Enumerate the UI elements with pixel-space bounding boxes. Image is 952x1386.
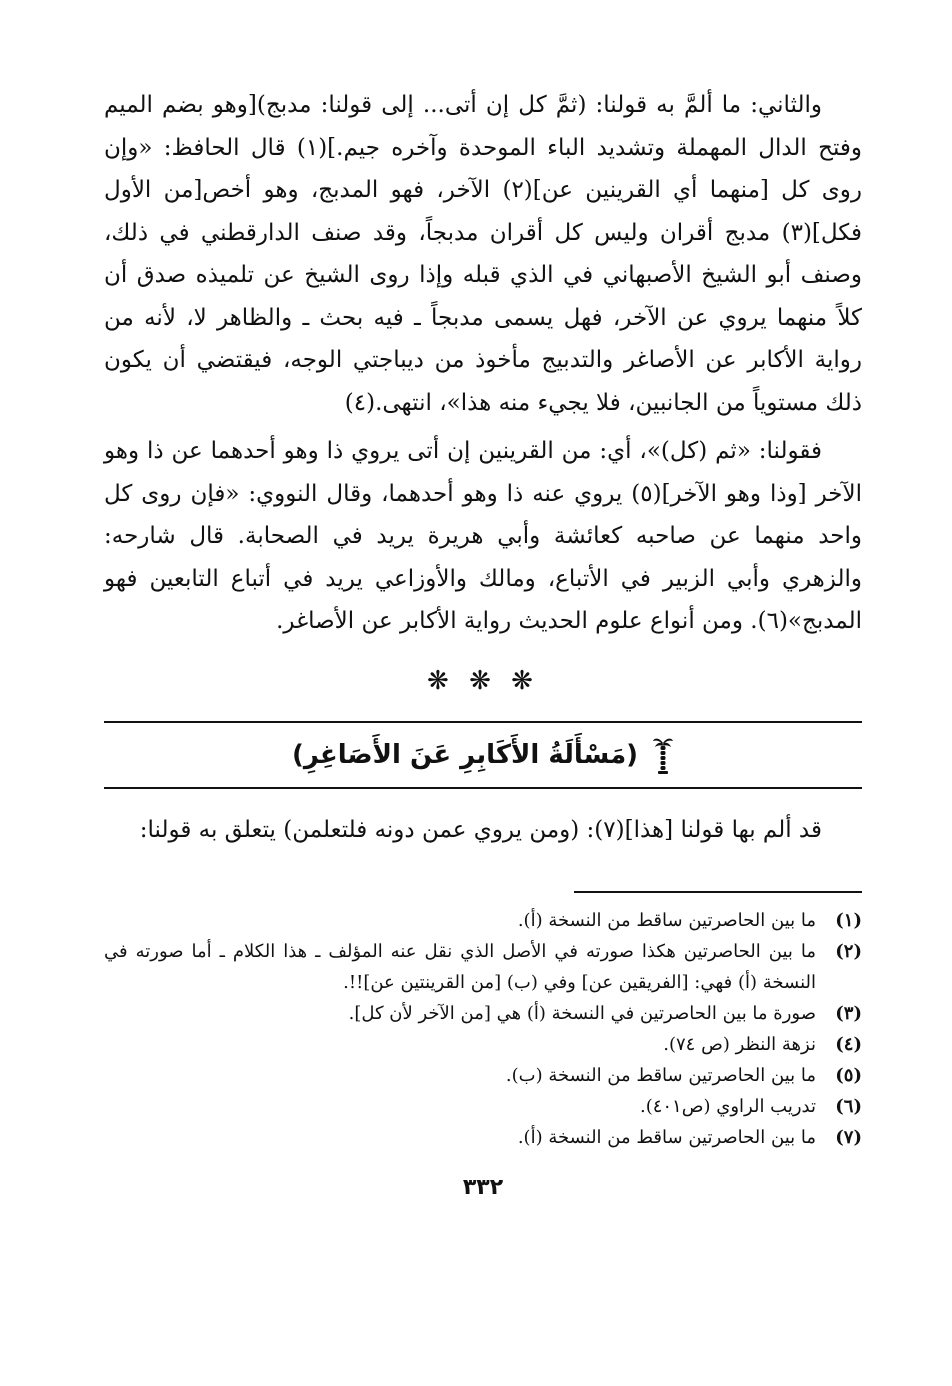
footnote-number: (١) [835,910,862,931]
section-separator: ❋ ❋ ❋ [427,665,539,696]
footnote-item [104,1122,862,1153]
footnote-text: تدريب الراوي (ص٤٠١). [639,1096,816,1117]
body-paragraph-2: فقولنا: «ثم (كل)»، أي: من القرينين إن أتى يروي ذا وهو أحدهما عن ذا وهو الآخر [وذا وهو الآخر](٥) يروي عنه ذا وهو أحدهما، وقال النووي: «فإن روى كل واحد منهما عن صاحبه كعائشة وأبي هريرة يريد في الصحابة. قال شارحه: والزهري وأبي الزبير في الأتباع، ومالك والأوزاعي يريد في أتباع التابعين فهو المدبج»(٦). ومن أنواع علوم الحديث رواية الأكابر عن الأصاغر. [104,438,862,634]
palm-tree-icon [652,735,674,775]
footnote-text: صورة ما بين الحاصرتين في النسخة (أ) هي [من الآخر لأن كل]. [348,1003,816,1024]
footnotes [104,905,862,1153]
footnote-item [104,936,862,998]
footnote-text: نزهة النظر (ص ٧٤). [663,1034,816,1055]
footnote-item [104,1029,862,1060]
footnote-text: ما بين الحاصرتين ساقط من النسخة (ب). [505,1065,816,1086]
footnote-item [104,1091,862,1122]
footnote-number: (٤) [835,1034,862,1055]
footnote-number: (٢) [835,941,862,962]
footnote-number: (٧) [835,1127,862,1148]
footnote-number: (٣) [835,1003,862,1024]
section-heading-box [104,721,862,789]
book-page [104,84,862,1200]
footnote-divider [574,891,862,893]
footnote-text: ما بين الحاصرتين هكذا صورته في الأصل الذي نقل عنه المؤلف ـ هذا الكلام ـ أما صورته في النسخة (أ) فهي: [الفريقين عن] وفي (ب) [من القرينتين عن]!!. [104,941,816,993]
page-number: ٣٣٢ [462,1175,504,1200]
footnote-item [104,998,862,1029]
footnote-number: (٥) [835,1065,862,1086]
footnote-text: ما بين الحاصرتين ساقط من النسخة (أ). [517,910,816,931]
footnote-number: (٦) [835,1096,862,1117]
footnote-item [104,905,862,936]
section-heading: (مَسْأَلَةُ الأَكَابِرِ عَنَ الأَصَاغِرِ) [291,739,639,770]
body-paragraph-1: والثاني: ما ألمَّ به قولنا: (ثمَّ كل إن أتى... إلى قولنا: مدبج)[وهو بضم الميم وفتح الدال المهملة وتشديد الباء الموحدة وآخره جيم.](١) قال الحافظ: «وإن روى كل [منهما أي القرينين عن](٢) الآخر، فهو المدبج، وهو أخص[من الأول فكل](٣) مدبج أقران وليس كل أقران مدبجاً، وقد صنف الدارقطني في ذلك، وصنف أبو الشيخ الأصبهاني في الذي قبله وإذا روى الشيخ عن تلميذه صدق أن كلاً منهما يروي عن الآخر، فهل يسمى مدبجاً ـ فيه بحث ـ والظاهر لا، لأنه من رواية الأكابر عن الأصاغر والتدبيج مأخوذ من ديباجتي الوجه، فيقتضي أن يكون ذلك مستوياً من الجانبين، فلا يجيء منه هذا»، انتهى.(٤) [104,92,862,416]
section-paragraph: قد ألم بها قولنا [هذا](٧): (ومن يروي عمن دونه فلتعلمن) يتعلق به قولنا: [139,816,822,843]
footnote-text: ما بين الحاصرتين ساقط من النسخة (أ). [517,1127,816,1148]
footnote-item [104,1060,862,1091]
